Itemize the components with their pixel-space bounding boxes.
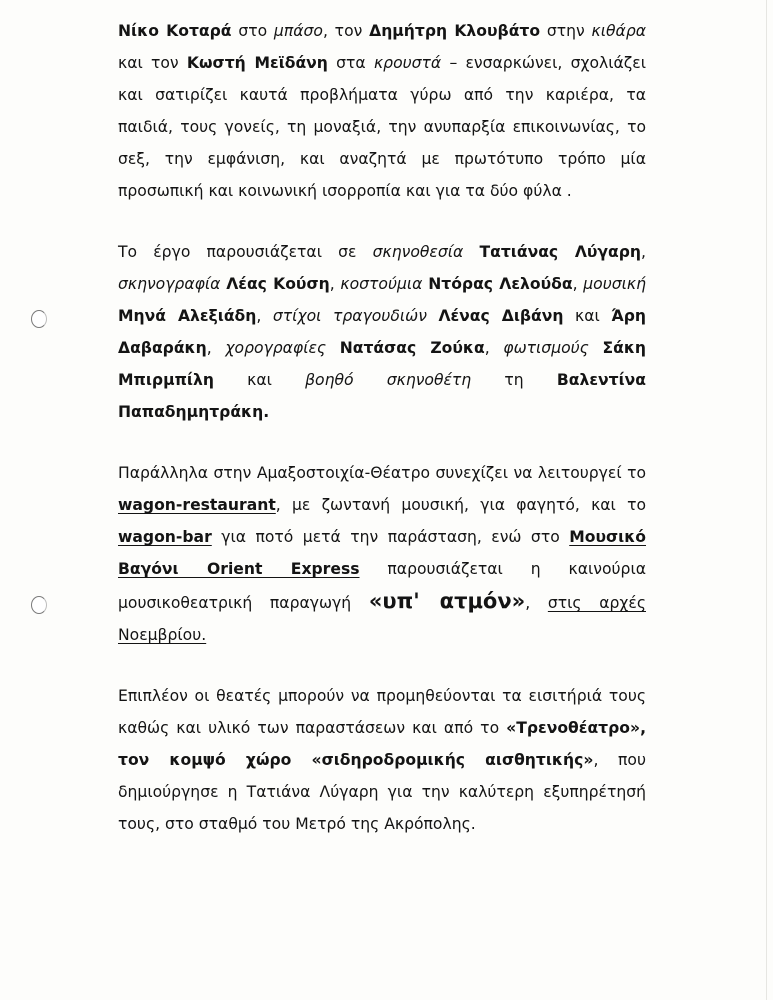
text-run: χορογραφίες (225, 339, 327, 357)
text-run: – ενσαρκώνει, σχολιάζει και σατιρίζει καυτά προβλήματα γύρω από την καριέρα, τα παιδιά, τους γονείς, τη μοναξιά, την ανυπαρξία επικοινωνίας, το σεξ, την εμφάνιση, και αναζητά με πρωτότυπο τρόπο μία προσωπική και κοινωνική ισορροπία και για τα δύο φύλα . (118, 54, 646, 200)
text-run: Δημήτρη Κλουβάτο (369, 22, 541, 40)
text-run: και τον (118, 54, 187, 72)
paragraph-tickets (118, 680, 646, 840)
text-run: Λέας Κούση (226, 275, 330, 293)
text-run: στα (327, 54, 374, 72)
text-run: , με ζωντανή μουσική, για φαγητό, και το (275, 496, 646, 514)
text-run: Επιπλέον οι θεατές μπορούν να προμηθεύονται τα εισιτήριά τους καθώς και υλικό των παραστάσεων και από το (118, 687, 646, 737)
text-run: , (484, 339, 504, 357)
text-run: , (329, 275, 341, 293)
paragraph-credits (118, 236, 646, 428)
text-run: Λένας Διβάνη (438, 307, 564, 325)
press-release-body (118, 15, 646, 869)
text-run: στο (231, 22, 274, 40)
text-run (326, 339, 340, 357)
text-run: φωτισμούς (503, 339, 589, 357)
text-run: «υπ' ατμόν» (368, 589, 526, 613)
text-run: παρουσιάζεται η καινούρια μουσικοθεατρική παραγωγή (118, 560, 646, 612)
text-run: Το έργο παρουσιάζεται σε (118, 243, 373, 261)
paper-edge (766, 0, 767, 1000)
text-run (427, 307, 439, 325)
text-run: τη (471, 371, 557, 389)
text-run: Μηνά Αλεξιάδη (118, 307, 257, 325)
text-run: , (256, 307, 273, 325)
text-run: κρουστά (373, 54, 442, 72)
text-run: wagon-bar (118, 528, 212, 546)
text-run: στίχοι τραγουδιών (272, 307, 427, 325)
text-run: «Τρενοθέατρο», τον κομψό χώρο «σιδηροδρομικής αισθητικής» (118, 719, 646, 769)
text-run: , (572, 275, 584, 293)
text-run: σκηνογραφία (118, 275, 221, 293)
text-run: , που δημιούργησε η Τατιάνα Λύγαρη για την καλύτερη εξυπηρέτησή τους, στο σταθμό του Μετρό της Ακρόπολης. (118, 751, 646, 833)
text-run: Νίκο Κοταρά (118, 22, 232, 40)
paragraph-intro (118, 15, 646, 207)
text-run: κοστούμια (340, 275, 423, 293)
text-run: μπάσο (273, 22, 323, 40)
text-run: μουσική (583, 275, 646, 293)
text-run: και (563, 307, 612, 325)
text-run: Ντόρας Λελούδα (428, 275, 573, 293)
text-run: Κωστή Μεϊδάνη (186, 54, 328, 72)
text-run: στις αρχές Νοεμβρίου. (118, 594, 646, 644)
text-run: κιθάρα (591, 22, 647, 40)
text-run (589, 339, 603, 357)
punch-hole-lower (31, 596, 47, 614)
text-run: Παράλληλα στην Αμαξοστοιχία-Θέατρο συνεχίζει να λειτουργεί το (118, 464, 646, 482)
text-run: , (641, 243, 646, 261)
text-run: βοηθό σκηνοθέτη (305, 371, 472, 389)
text-run: , τον (322, 22, 370, 40)
paragraph-wagon (118, 457, 646, 651)
text-run (463, 243, 479, 261)
text-run: Νατάσας Ζούκα (339, 339, 485, 357)
text-run: , (525, 594, 548, 612)
text-run: Βαλεντίνα Παπαδημητράκη. (118, 371, 646, 421)
text-run: , (206, 339, 226, 357)
text-run: Άρη Δαβαράκη (118, 307, 646, 357)
text-run: στην (540, 22, 592, 40)
text-run: για ποτό μετά την παράσταση, ενώ στο (211, 528, 570, 546)
punch-hole-upper (31, 310, 47, 328)
text-run: και (213, 371, 306, 389)
text-run: wagon-restaurant (118, 496, 276, 514)
text-run: σκηνοθεσία (372, 243, 464, 261)
text-run: Τατιάνας Λύγαρη (479, 243, 642, 261)
text-run: Μουσικό Βαγόνι Orient Express (118, 528, 646, 578)
text-run: Σάκη Μπιρμπίλη (118, 339, 647, 389)
